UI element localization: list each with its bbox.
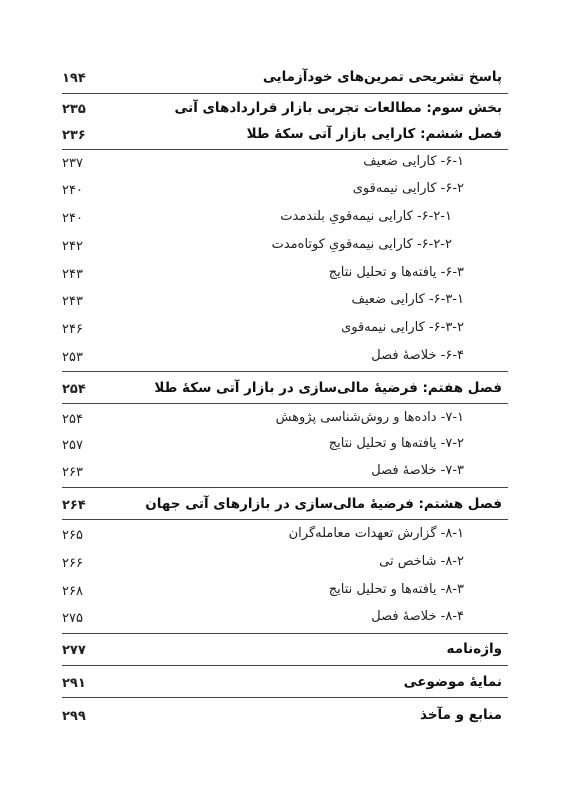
- page-number: ۲۷۷: [62, 642, 86, 658]
- toc-entry: [62, 177, 502, 203]
- toc-entry-glossary: [62, 637, 502, 663]
- page-number: ۱۹۴: [62, 70, 86, 86]
- entry-title: ۷-۳- خلاصهٔ فصل: [371, 463, 464, 478]
- entry-title: ۶-۲-۱- کارایی نیمه‌قویِ بلندمدت: [280, 209, 452, 224]
- toc-entry: [62, 406, 502, 432]
- toc-entry: [62, 432, 502, 458]
- toc-entry: [62, 522, 502, 548]
- section-divider: [62, 633, 508, 634]
- section-divider: [62, 487, 508, 488]
- page-number: ۲۶۶: [62, 555, 83, 571]
- entry-title: فصل هشتم: فرضیهٔ مالی‌سازی در بازارهای آتی جهان: [145, 496, 502, 512]
- entry-title: ۶-۴- خلاصهٔ فصل: [371, 348, 464, 363]
- toc-entry-subject-index: [62, 670, 502, 696]
- section-divider: [62, 403, 508, 404]
- toc-entry: [62, 288, 502, 314]
- page-number: ۲۴۰: [62, 210, 83, 226]
- page-number: ۲۵۷: [62, 437, 83, 453]
- section-divider: [62, 519, 508, 520]
- entry-title: فصل ششم: کارایی بازار آتی سکهٔ طلا: [246, 126, 502, 142]
- toc-entry-self-test-answers: [62, 65, 502, 91]
- entry-title: ۸-۲- شاخص تی: [379, 554, 464, 569]
- page-number: ۲۵۴: [62, 411, 83, 427]
- page-number: ۲۵۴: [62, 381, 86, 397]
- entry-title: منابع و مآخذ: [420, 707, 502, 723]
- page-number: ۲۳۷: [62, 155, 83, 171]
- entry-title: ۶-۲-۲- کارایی نیمه‌قویِ کوتاه‌مدت: [271, 237, 452, 252]
- toc-entry: [62, 150, 502, 176]
- page-number: ۲۶۴: [62, 497, 86, 513]
- page-number: ۲۶۳: [62, 464, 83, 480]
- page-number: ۲۹۹: [62, 708, 86, 724]
- toc-entry: [62, 205, 502, 231]
- entry-title: ۷-۱- داده‌ها و روش‌شناسی پژوهش: [275, 410, 464, 425]
- page-number: ۲۴۰: [62, 182, 83, 198]
- page-number: ۲۳۵: [62, 101, 86, 117]
- toc-entry: [62, 550, 502, 576]
- toc-entry: [62, 233, 502, 259]
- toc-entry: [62, 344, 502, 370]
- entry-title: واژه‌نامه: [446, 641, 502, 657]
- toc-entry-chapter-seven: [62, 376, 502, 402]
- toc-entry-chapter-six: [62, 122, 502, 148]
- toc-entry-chapter-eight: [62, 492, 502, 518]
- page-number: ۲۴۳: [62, 266, 83, 282]
- section-divider: [62, 93, 508, 94]
- entry-title: نمایهٔ موضوعی: [403, 674, 502, 690]
- entry-title: ۷-۲- یافته‌ها و تحلیل نتایج: [328, 436, 464, 451]
- page-number: ۲۹۱: [62, 675, 86, 691]
- toc-entry-references: [62, 703, 502, 729]
- page-number: ۲۵۳: [62, 349, 83, 365]
- page-number: ۲۷۵: [62, 610, 83, 626]
- entry-title: ۸-۱- گزارش تعهدات معامله‌گران: [288, 526, 464, 541]
- entry-title: ۶-۱- کارایی ضعیف: [363, 154, 464, 169]
- toc-entry: [62, 316, 502, 342]
- page-number: ۲۶۵: [62, 527, 83, 543]
- toc-entry-part-three: [62, 96, 502, 122]
- entry-title: ۶-۲- کارایی نیمه‌قوی: [352, 181, 464, 196]
- page-number: ۲۴۳: [62, 293, 83, 309]
- section-divider: [62, 697, 508, 698]
- page-number: ۲۶۸: [62, 583, 83, 599]
- entry-title: فصل هفتم: فرضیهٔ مالی‌سازی در بازار آتی سکهٔ طلا: [154, 380, 502, 396]
- toc-entry: [62, 459, 502, 485]
- entry-title: ۶-۳-۲- کارایی نیمه‌قوی: [341, 320, 464, 335]
- entry-title: ۶-۳-۱- کارایی ضعیف: [351, 292, 464, 307]
- page-number: ۲۳۶: [62, 127, 86, 143]
- section-divider: [62, 665, 508, 666]
- entry-title: ۸-۴- خلاصهٔ فصل: [371, 609, 464, 624]
- toc-entry: [62, 261, 502, 287]
- toc-entry: [62, 578, 502, 604]
- section-divider: [62, 371, 508, 372]
- entry-title: پاسخ تشریحی تمرین‌های خودآزمایی: [262, 69, 502, 85]
- entry-title: بخش سوم: مطالعات تجربی بازار قراردادهای آتی: [174, 100, 502, 116]
- entry-title: ۶-۳- یافته‌ها و تحلیل نتایج: [328, 265, 464, 280]
- toc-entry: [62, 605, 502, 631]
- page-number: ۲۴۲: [62, 238, 83, 254]
- page-number: ۲۴۶: [62, 321, 83, 337]
- entry-title: ۸-۳- یافته‌ها و تحلیل نتایج: [328, 582, 464, 597]
